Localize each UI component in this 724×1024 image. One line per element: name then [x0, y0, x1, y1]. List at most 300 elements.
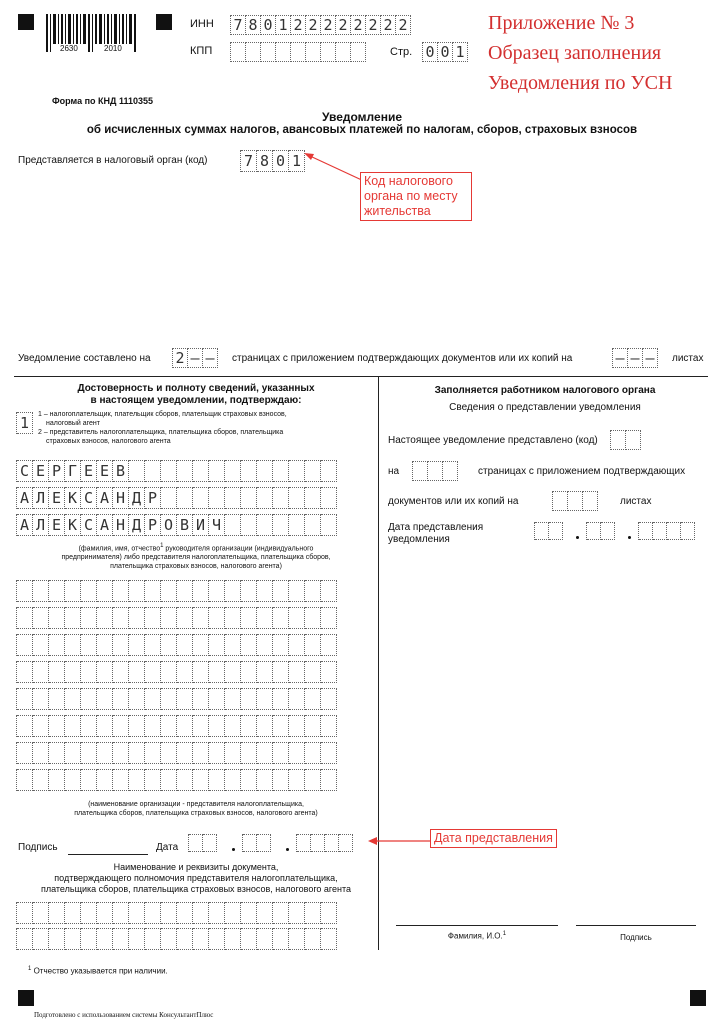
char-cell[interactable] — [257, 715, 273, 737]
char-cell[interactable] — [161, 487, 177, 509]
char-cell[interactable] — [336, 42, 351, 62]
char-cell[interactable] — [17, 580, 33, 602]
char-cell[interactable] — [97, 580, 113, 602]
char-cell[interactable] — [667, 522, 681, 540]
empty-char-row[interactable] — [16, 902, 337, 924]
char-cell[interactable] — [273, 928, 289, 950]
char-cell[interactable] — [653, 522, 667, 540]
empty-char-row[interactable] — [16, 928, 337, 950]
char-cell[interactable]: Н — [113, 514, 129, 536]
char-cell[interactable] — [225, 928, 241, 950]
char-cell[interactable] — [305, 715, 321, 737]
char-cell[interactable] — [289, 580, 305, 602]
char-cell[interactable] — [273, 487, 289, 509]
char-cell[interactable] — [97, 902, 113, 924]
char-cell[interactable] — [177, 769, 193, 791]
char-cell[interactable]: – — [188, 348, 203, 368]
char-cell[interactable] — [49, 688, 65, 710]
char-cell[interactable]: 1 — [276, 15, 291, 35]
char-cell[interactable] — [273, 580, 289, 602]
char-cell[interactable] — [225, 902, 241, 924]
char-cell[interactable]: 0 — [438, 42, 453, 62]
char-cell[interactable]: 2 — [381, 15, 396, 35]
char-cell[interactable] — [177, 742, 193, 764]
char-cell[interactable] — [129, 460, 145, 482]
char-cell[interactable] — [241, 487, 257, 509]
char-cell[interactable] — [305, 902, 321, 924]
char-cell[interactable] — [273, 715, 289, 737]
char-cell[interactable]: 7 — [241, 150, 257, 172]
char-cell[interactable] — [225, 580, 241, 602]
char-cell[interactable]: О — [161, 514, 177, 536]
presented-code-field[interactable] — [610, 430, 641, 450]
char-cell[interactable] — [161, 928, 177, 950]
char-cell[interactable]: С — [81, 514, 97, 536]
char-cell[interactable] — [257, 769, 273, 791]
char-cell[interactable]: Р — [145, 487, 161, 509]
char-cell[interactable] — [443, 461, 458, 481]
char-cell[interactable] — [65, 688, 81, 710]
char-cell[interactable] — [161, 460, 177, 482]
char-cell[interactable] — [113, 607, 129, 629]
char-cell[interactable] — [225, 742, 241, 764]
char-cell[interactable] — [129, 902, 145, 924]
char-cell[interactable] — [33, 688, 49, 710]
char-cell[interactable] — [257, 834, 271, 852]
char-cell[interactable] — [81, 902, 97, 924]
char-cell[interactable] — [161, 607, 177, 629]
char-cell[interactable] — [306, 42, 321, 62]
char-cell[interactable] — [305, 661, 321, 683]
char-cell[interactable]: Е — [49, 487, 65, 509]
char-cell[interactable] — [17, 769, 33, 791]
char-cell[interactable] — [273, 514, 289, 536]
char-cell[interactable] — [321, 928, 337, 950]
char-cell[interactable]: 0 — [423, 42, 438, 62]
char-cell[interactable] — [113, 580, 129, 602]
char-cell[interactable] — [273, 607, 289, 629]
char-cell[interactable] — [611, 430, 626, 450]
char-cell[interactable] — [639, 522, 653, 540]
char-cell[interactable] — [209, 661, 225, 683]
char-cell[interactable]: 1 — [289, 150, 305, 172]
office-attachment-field[interactable] — [552, 491, 598, 511]
char-cell[interactable] — [321, 607, 337, 629]
char-cell[interactable]: С — [81, 487, 97, 509]
char-cell[interactable] — [81, 661, 97, 683]
char-cell[interactable]: 1 — [17, 412, 33, 434]
char-cell[interactable] — [145, 715, 161, 737]
char-cell[interactable] — [209, 928, 225, 950]
char-cell[interactable] — [241, 742, 257, 764]
char-cell[interactable] — [241, 688, 257, 710]
char-cell[interactable] — [145, 902, 161, 924]
char-cell[interactable]: – — [203, 348, 218, 368]
char-cell[interactable] — [225, 487, 241, 509]
empty-char-row[interactable] — [16, 634, 337, 656]
char-cell[interactable]: 0 — [261, 15, 276, 35]
char-cell[interactable] — [587, 522, 601, 540]
empty-char-row[interactable] — [16, 607, 337, 629]
char-cell[interactable] — [33, 661, 49, 683]
char-cell[interactable] — [65, 661, 81, 683]
char-cell[interactable] — [113, 688, 129, 710]
office-sign-line[interactable] — [576, 925, 696, 926]
char-cell[interactable] — [81, 607, 97, 629]
empty-char-row[interactable] — [16, 742, 337, 764]
char-cell[interactable] — [17, 607, 33, 629]
char-cell[interactable] — [177, 580, 193, 602]
char-cell[interactable]: Н — [113, 487, 129, 509]
char-cell[interactable] — [161, 769, 177, 791]
char-cell[interactable] — [161, 634, 177, 656]
char-cell[interactable] — [129, 928, 145, 950]
char-cell[interactable] — [161, 688, 177, 710]
char-cell[interactable] — [161, 902, 177, 924]
char-cell[interactable] — [145, 460, 161, 482]
char-cell[interactable] — [113, 715, 129, 737]
char-cell[interactable] — [97, 607, 113, 629]
char-cell[interactable] — [273, 634, 289, 656]
char-cell[interactable] — [97, 634, 113, 656]
char-cell[interactable] — [413, 461, 428, 481]
char-cell[interactable] — [17, 688, 33, 710]
char-cell[interactable] — [177, 902, 193, 924]
char-cell[interactable] — [305, 688, 321, 710]
char-cell[interactable]: 8 — [246, 15, 261, 35]
char-cell[interactable]: 1 — [453, 42, 468, 62]
char-cell[interactable] — [113, 769, 129, 791]
char-cell[interactable] — [273, 460, 289, 482]
char-cell[interactable] — [289, 661, 305, 683]
sign-date-year[interactable] — [296, 834, 353, 852]
char-cell[interactable] — [145, 661, 161, 683]
char-cell[interactable] — [276, 42, 291, 62]
char-cell[interactable] — [241, 715, 257, 737]
char-cell[interactable] — [177, 634, 193, 656]
char-cell[interactable] — [289, 715, 305, 737]
char-cell[interactable] — [246, 42, 261, 62]
char-cell[interactable] — [241, 514, 257, 536]
char-cell[interactable] — [257, 742, 273, 764]
signature-line[interactable] — [68, 854, 148, 855]
char-cell[interactable]: И — [193, 514, 209, 536]
char-cell[interactable]: Г — [65, 460, 81, 482]
char-cell[interactable]: 2 — [291, 15, 306, 35]
char-cell[interactable] — [65, 902, 81, 924]
char-cell[interactable]: А — [17, 487, 33, 509]
char-cell[interactable] — [65, 715, 81, 737]
char-cell[interactable] — [17, 715, 33, 737]
char-cell[interactable] — [321, 42, 336, 62]
char-cell[interactable] — [193, 607, 209, 629]
char-cell[interactable] — [209, 902, 225, 924]
char-cell[interactable]: 7 — [231, 15, 246, 35]
char-cell[interactable] — [177, 928, 193, 950]
char-cell[interactable] — [241, 902, 257, 924]
char-cell[interactable] — [321, 742, 337, 764]
char-cell[interactable] — [257, 607, 273, 629]
char-cell[interactable]: 2 — [321, 15, 336, 35]
char-cell[interactable] — [225, 460, 241, 482]
char-cell[interactable] — [257, 688, 273, 710]
char-cell[interactable] — [257, 460, 273, 482]
char-cell[interactable] — [161, 661, 177, 683]
char-cell[interactable] — [321, 769, 337, 791]
char-cell[interactable] — [97, 769, 113, 791]
office-pages-field[interactable] — [412, 461, 458, 481]
char-cell[interactable] — [177, 607, 193, 629]
char-cell[interactable] — [193, 902, 209, 924]
page-number-field[interactable] — [422, 42, 468, 62]
char-cell[interactable] — [33, 742, 49, 764]
char-cell[interactable] — [209, 715, 225, 737]
char-cell[interactable] — [65, 742, 81, 764]
char-cell[interactable] — [321, 688, 337, 710]
char-cell[interactable] — [193, 742, 209, 764]
char-cell[interactable] — [241, 580, 257, 602]
char-cell[interactable] — [305, 634, 321, 656]
char-cell[interactable] — [193, 928, 209, 950]
char-cell[interactable] — [145, 634, 161, 656]
char-cell[interactable] — [81, 928, 97, 950]
char-cell[interactable] — [273, 742, 289, 764]
char-cell[interactable]: В — [177, 514, 193, 536]
char-cell[interactable]: 2 — [336, 15, 351, 35]
char-cell[interactable] — [289, 902, 305, 924]
char-cell[interactable] — [129, 661, 145, 683]
char-cell[interactable]: К — [65, 514, 81, 536]
char-cell[interactable]: 2 — [396, 15, 411, 35]
char-cell[interactable] — [289, 769, 305, 791]
char-cell[interactable] — [17, 634, 33, 656]
char-cell[interactable] — [49, 742, 65, 764]
empty-char-row[interactable] — [16, 661, 337, 683]
char-cell[interactable] — [129, 634, 145, 656]
char-cell[interactable] — [129, 688, 145, 710]
char-cell[interactable]: 2 — [366, 15, 381, 35]
char-cell[interactable]: Е — [33, 460, 49, 482]
char-cell[interactable]: 0 — [273, 150, 289, 172]
patronymic-field[interactable] — [16, 514, 337, 536]
char-cell[interactable]: Е — [81, 460, 97, 482]
char-cell[interactable]: Л — [33, 514, 49, 536]
char-cell[interactable] — [626, 430, 641, 450]
char-cell[interactable]: Е — [49, 514, 65, 536]
office-fio-line[interactable] — [396, 925, 558, 926]
char-cell[interactable] — [209, 580, 225, 602]
char-cell[interactable] — [305, 487, 321, 509]
char-cell[interactable] — [145, 688, 161, 710]
char-cell[interactable] — [535, 522, 549, 540]
char-cell[interactable] — [161, 715, 177, 737]
char-cell[interactable] — [209, 634, 225, 656]
char-cell[interactable] — [297, 834, 311, 852]
char-cell[interactable] — [193, 634, 209, 656]
char-cell[interactable] — [17, 661, 33, 683]
char-cell[interactable] — [583, 491, 598, 511]
char-cell[interactable] — [209, 688, 225, 710]
char-cell[interactable] — [65, 580, 81, 602]
char-cell[interactable] — [225, 715, 241, 737]
char-cell[interactable] — [321, 902, 337, 924]
char-cell[interactable] — [209, 769, 225, 791]
char-cell[interactable] — [289, 487, 305, 509]
char-cell[interactable] — [49, 902, 65, 924]
char-cell[interactable] — [17, 742, 33, 764]
char-cell[interactable] — [209, 607, 225, 629]
char-cell[interactable] — [549, 522, 563, 540]
signer-type-code-field[interactable] — [16, 412, 33, 434]
char-cell[interactable] — [273, 688, 289, 710]
empty-char-row[interactable] — [16, 688, 337, 710]
char-cell[interactable] — [113, 742, 129, 764]
char-cell[interactable]: Р — [49, 460, 65, 482]
char-cell[interactable] — [553, 491, 568, 511]
office-date-year[interactable] — [638, 522, 695, 540]
char-cell[interactable] — [193, 580, 209, 602]
char-cell[interactable] — [33, 769, 49, 791]
char-cell[interactable] — [113, 928, 129, 950]
char-cell[interactable] — [305, 742, 321, 764]
char-cell[interactable] — [241, 928, 257, 950]
char-cell[interactable] — [49, 634, 65, 656]
char-cell[interactable] — [33, 580, 49, 602]
char-cell[interactable] — [321, 634, 337, 656]
char-cell[interactable] — [241, 460, 257, 482]
char-cell[interactable] — [257, 902, 273, 924]
char-cell[interactable] — [97, 715, 113, 737]
kpp-field[interactable] — [230, 42, 366, 62]
attachment-sheets-field[interactable] — [612, 348, 658, 368]
char-cell[interactable] — [273, 769, 289, 791]
char-cell[interactable] — [321, 487, 337, 509]
char-cell[interactable] — [177, 487, 193, 509]
char-cell[interactable] — [129, 580, 145, 602]
char-cell[interactable] — [177, 460, 193, 482]
char-cell[interactable] — [568, 491, 583, 511]
office-date-month[interactable] — [586, 522, 615, 540]
char-cell[interactable]: 2 — [173, 348, 188, 368]
char-cell[interactable] — [193, 661, 209, 683]
char-cell[interactable] — [33, 607, 49, 629]
char-cell[interactable] — [225, 607, 241, 629]
char-cell[interactable] — [225, 688, 241, 710]
char-cell[interactable] — [209, 742, 225, 764]
char-cell[interactable] — [129, 607, 145, 629]
char-cell[interactable] — [241, 769, 257, 791]
char-cell[interactable] — [65, 769, 81, 791]
char-cell[interactable] — [81, 715, 97, 737]
char-cell[interactable] — [305, 460, 321, 482]
firstname-field[interactable] — [16, 487, 337, 509]
inn-field[interactable] — [230, 15, 411, 35]
char-cell[interactable] — [241, 661, 257, 683]
char-cell[interactable] — [289, 634, 305, 656]
char-cell[interactable] — [177, 688, 193, 710]
char-cell[interactable] — [189, 834, 203, 852]
char-cell[interactable] — [49, 661, 65, 683]
empty-char-row[interactable] — [16, 580, 337, 602]
char-cell[interactable]: А — [97, 487, 113, 509]
char-cell[interactable]: К — [65, 487, 81, 509]
char-cell[interactable] — [289, 460, 305, 482]
char-cell[interactable] — [257, 634, 273, 656]
char-cell[interactable] — [97, 661, 113, 683]
char-cell[interactable] — [113, 902, 129, 924]
char-cell[interactable]: В — [113, 460, 129, 482]
char-cell[interactable]: 2 — [306, 15, 321, 35]
char-cell[interactable] — [225, 634, 241, 656]
char-cell[interactable]: А — [17, 514, 33, 536]
char-cell[interactable] — [325, 834, 339, 852]
char-cell[interactable] — [273, 902, 289, 924]
char-cell[interactable]: – — [613, 348, 628, 368]
char-cell[interactable] — [145, 607, 161, 629]
char-cell[interactable]: Л — [33, 487, 49, 509]
char-cell[interactable] — [305, 928, 321, 950]
char-cell[interactable] — [33, 902, 49, 924]
char-cell[interactable] — [33, 715, 49, 737]
char-cell[interactable] — [81, 580, 97, 602]
char-cell[interactable] — [257, 580, 273, 602]
char-cell[interactable] — [321, 661, 337, 683]
char-cell[interactable] — [193, 769, 209, 791]
char-cell[interactable] — [97, 688, 113, 710]
char-cell[interactable] — [49, 607, 65, 629]
char-cell[interactable] — [681, 522, 695, 540]
char-cell[interactable] — [97, 928, 113, 950]
char-cell[interactable] — [145, 580, 161, 602]
char-cell[interactable] — [291, 42, 306, 62]
char-cell[interactable] — [225, 661, 241, 683]
char-cell[interactable] — [261, 42, 276, 62]
char-cell[interactable] — [241, 607, 257, 629]
char-cell[interactable] — [145, 742, 161, 764]
char-cell[interactable] — [81, 742, 97, 764]
char-cell[interactable] — [257, 661, 273, 683]
char-cell[interactable]: Д — [129, 487, 145, 509]
char-cell[interactable] — [65, 928, 81, 950]
char-cell[interactable] — [305, 607, 321, 629]
char-cell[interactable] — [257, 487, 273, 509]
char-cell[interactable] — [601, 522, 615, 540]
char-cell[interactable]: 2 — [351, 15, 366, 35]
char-cell[interactable] — [243, 834, 257, 852]
char-cell[interactable] — [305, 580, 321, 602]
char-cell[interactable] — [305, 514, 321, 536]
char-cell[interactable] — [289, 742, 305, 764]
empty-char-row[interactable] — [16, 715, 337, 737]
char-cell[interactable] — [81, 634, 97, 656]
char-cell[interactable] — [339, 834, 353, 852]
char-cell[interactable] — [289, 514, 305, 536]
char-cell[interactable] — [321, 580, 337, 602]
char-cell[interactable] — [161, 742, 177, 764]
char-cell[interactable] — [193, 688, 209, 710]
char-cell[interactable] — [113, 634, 129, 656]
lastname-field[interactable] — [16, 460, 337, 482]
char-cell[interactable] — [161, 580, 177, 602]
char-cell[interactable]: – — [628, 348, 643, 368]
char-cell[interactable] — [49, 715, 65, 737]
char-cell[interactable]: Р — [145, 514, 161, 536]
char-cell[interactable] — [49, 580, 65, 602]
char-cell[interactable] — [351, 42, 366, 62]
char-cell[interactable] — [257, 514, 273, 536]
char-cell[interactable]: Ч — [209, 514, 225, 536]
char-cell[interactable] — [225, 514, 241, 536]
